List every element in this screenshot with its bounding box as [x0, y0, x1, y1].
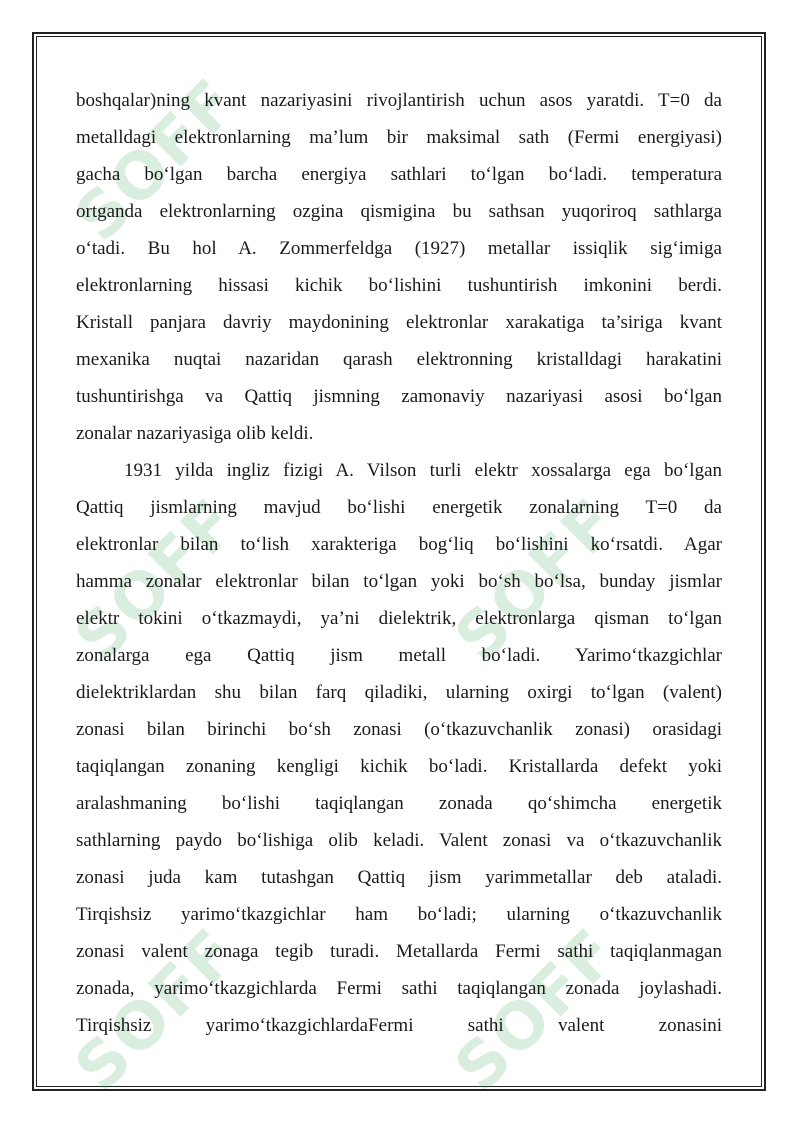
- text-line: o‘tadi. Bu hol A. Zommerfeldga (1927) metallar issiqlik sig‘imiga: [76, 238, 722, 259]
- text-line: gacha bo‘lgan barcha energiya sathlari to‘lgan bo‘ladi. temperatura: [76, 164, 722, 185]
- document-body: [76, 82, 722, 1044]
- text-line: metalldagi elektronlarning ma’lum bir maksimal sath (Fermi energiyasi): [76, 127, 722, 148]
- text-line: taqiqlangan zonaning kengligi kichik bo‘ladi. Kristallarda defekt yoki: [76, 756, 722, 777]
- text-line: elektronlarning hissasi kichik bo‘lishini tushuntirish imkonini berdi.: [76, 275, 722, 296]
- text-line: zonada, yarimo‘tkazgichlarda Fermi sathi taqiqlangan zonada joylashadi.: [76, 978, 722, 999]
- text-line: tushuntirishga va Qattiq jismning zamonaviy nazariyasi asosi bo‘lgan: [76, 386, 722, 407]
- text-line: Tirqishsiz yarimo‘tkazgichlar ham bo‘ladi; ularning o‘tkazuvchanlik: [76, 904, 722, 925]
- text-line: Qattiq jismlarning mavjud bo‘lishi energetik zonalarning T=0 da: [76, 497, 722, 518]
- text-line: 1931 yilda ingliz fizigi A. Vilson turli elektr xossalarga ega bo‘lgan: [124, 460, 722, 481]
- text-line: dielektriklardan shu bilan farq qiladiki, ularning oxirgi to‘lgan (valent): [76, 682, 722, 703]
- text-line: zonasi juda kam tutashgan Qattiq jism yarimmetallar deb ataladi.: [76, 867, 722, 888]
- text-line: zonalarga ega Qattiq jism metall bo‘ladi. Yarimo‘tkazgichlar: [76, 645, 722, 666]
- watermark-text: SOFF: [61, 915, 253, 1106]
- text-line: sathlarning paydo bo‘lishiga olib keladi. Valent zonasi va o‘tkazuvchanlik: [76, 830, 722, 851]
- text-line: elektronlar bilan to‘lish xarakteriga bog‘liq bo‘lishini ko‘rsatdi. Agar: [76, 534, 722, 555]
- text-line: zonasi bilan birinchi bo‘sh zonasi (o‘tkazuvchanlik zonasi) orasidagi: [76, 719, 722, 740]
- text-line: Kristall panjara davriy maydonining elektronlar xarakatiga ta’siriga kvant: [76, 312, 722, 333]
- text-line: ortganda elektronlarning ozgina qismigina bu sathsan yuqoriroq sathlarga: [76, 201, 722, 222]
- watermark-text: SOFF: [441, 485, 633, 676]
- watermark-text: SOFF: [61, 65, 253, 256]
- paragraph: [76, 82, 722, 452]
- text-line: Tirqishsiz yarimo‘tkazgichlardaFermi sathi valent zonasini: [76, 1015, 722, 1036]
- watermark-text: SOFF: [441, 915, 633, 1106]
- text-line: mexanika nuqtai nazaridan qarash elektronning kristalldagi harakatini: [76, 349, 722, 370]
- paragraph: [76, 452, 722, 1044]
- text-line: aralashmaning bo‘lishi taqiqlangan zonada qo‘shimcha energetik: [76, 793, 722, 814]
- text-line: boshqalar)ning kvant nazariyasini rivojlantirish uchun asos yaratdi. T=0 da: [76, 90, 722, 111]
- watermark-text: SOFF: [61, 485, 253, 676]
- text-line: elektr tokini o‘tkazmaydi, ya’ni dielektrik, elektronlarga qisman to‘lgan: [76, 608, 722, 629]
- text-line: zonalar nazariyasiga olib keldi.: [76, 423, 314, 444]
- text-line: hamma zonalar elektronlar bilan to‘lgan yoki bo‘sh bo‘lsa, bunday jismlar: [76, 571, 722, 592]
- text-line: zonasi valent zonaga tegib turadi. Metallarda Fermi sathi taqiqlanmagan: [76, 941, 722, 962]
